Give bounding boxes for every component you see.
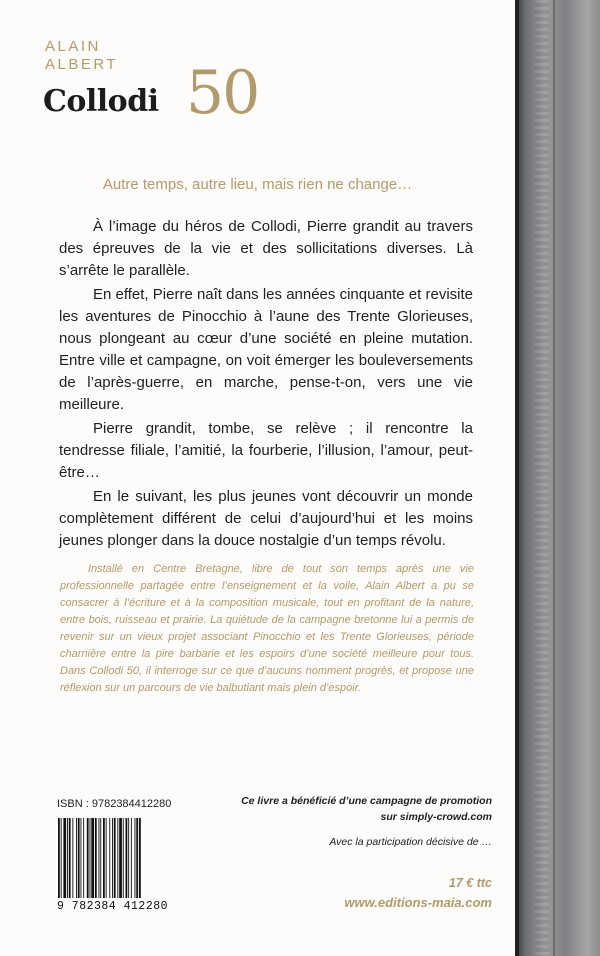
barcode-bar bbox=[123, 818, 124, 898]
spine-edge bbox=[515, 0, 600, 956]
blurb-paragraph: À l’image du héros de Collodi, Pierre grandit au travers des épreuves de la vie et des sollicitations diverses. Là s’arrête le parallèle. bbox=[59, 218, 473, 279]
barcode-bar bbox=[87, 818, 89, 898]
tagline: Autre temps, autre lieu, mais rien ne change… bbox=[102, 176, 413, 193]
barcode-bar bbox=[128, 818, 129, 898]
barcode-bar bbox=[78, 818, 80, 898]
book-title-number: 50 bbox=[186, 58, 259, 128]
isbn-label: ISBN : 9782384412280 bbox=[57, 798, 172, 810]
barcode-bar bbox=[136, 818, 138, 898]
barcode-bar bbox=[63, 818, 66, 898]
barcode-bar bbox=[117, 818, 118, 898]
barcode-bar bbox=[119, 818, 122, 898]
publisher-website: www.editions-maia.com bbox=[344, 895, 492, 910]
barcode-bar bbox=[139, 818, 141, 898]
spine-texture bbox=[535, 0, 549, 956]
barcode-bar bbox=[131, 818, 132, 898]
author-bio: Installé en Centre Bretagne, libre de tout son temps après une vie professionnelle partagée entre l’enseignement et la voile, Alain Albert a pu se consacrer à l’écriture et à la composition musicale, tout en profitant de la nature, entre bois, ruisseau et prairie. La quiétude de la campagne bretonne lui a permis de revenir sur un vieux projet associant Pinocchio et les Trente Glorieuses, période charnière entre la pire barbarie et les espoirs d’une société meilleure pour tous. Dans Collodi 50, il interroge sur ce que d’aucuns nomment progrès, et propose une réflexion sur un parcours de vie balbutiant mais plein d’espoir. bbox=[60, 563, 474, 694]
spine-seam bbox=[553, 0, 555, 956]
barcode-bar bbox=[72, 818, 73, 898]
spine-seam bbox=[515, 0, 519, 956]
barcode-bar bbox=[135, 818, 136, 898]
barcode-bar bbox=[106, 818, 107, 898]
barcode-digits: 9 782384 412280 bbox=[57, 900, 169, 913]
blurb bbox=[59, 216, 473, 552]
blurb-paragraph: Pierre grandit, tombe, se relève ; il rencontre la tendresse filiale, l’amitié, la fourberie, l’illusion, l’amour, peut-être… bbox=[59, 420, 473, 481]
barcode-bar bbox=[83, 818, 84, 898]
barcode-bar bbox=[103, 818, 105, 898]
promo-line-2: sur simply-crowd.com bbox=[380, 811, 492, 823]
barcode-bar bbox=[100, 818, 101, 898]
author-last-name: ALBERT bbox=[45, 56, 119, 73]
barcode-bar bbox=[99, 818, 100, 898]
barcode-bar bbox=[76, 818, 77, 898]
participation-text: Avec la participation décisive de … bbox=[329, 836, 492, 848]
barcode-bar bbox=[69, 818, 71, 898]
author-first-name: ALAIN bbox=[45, 38, 101, 55]
barcode-bar bbox=[90, 818, 91, 898]
barcode-bar bbox=[95, 818, 97, 898]
promo-text bbox=[230, 793, 492, 825]
promo-line-1: Ce livre a bénéficié d’une campagne de promotion bbox=[241, 795, 492, 807]
blurb-paragraph: En le suivant, les plus jeunes vont découvrir un monde complètement différent de celui d’aujourd’hui et les moins jeunes plonger dans la douce nostalgie d’un temps révolu. bbox=[59, 488, 473, 549]
barcode-bar bbox=[67, 818, 68, 898]
blurb-paragraph: En effet, Pierre naît dans les années cinquante et revisite les aventures de Pinocchio à l’aune des Trente Glorieuses, nous plongeant au cœur d’une société en pleine mutation. Entre ville et campagne, on voit émerger les bouleversements de l’après-guerre, en marche, pense-t-on, vers une vie meilleure. bbox=[59, 286, 473, 413]
barcode-bar bbox=[112, 818, 113, 898]
barcode-bar bbox=[81, 818, 82, 898]
barcode bbox=[57, 818, 167, 898]
book-title: Collodi bbox=[43, 84, 159, 119]
barcode-bar bbox=[109, 818, 110, 898]
author-name bbox=[45, 38, 118, 74]
price: 17 € ttc bbox=[448, 876, 492, 890]
barcode-bar bbox=[91, 818, 94, 898]
barcode-bar bbox=[114, 818, 116, 898]
barcode-bar bbox=[61, 818, 62, 898]
barcode-block bbox=[57, 818, 167, 914]
barcode-bar bbox=[58, 818, 60, 898]
barcode-bar bbox=[126, 818, 128, 898]
